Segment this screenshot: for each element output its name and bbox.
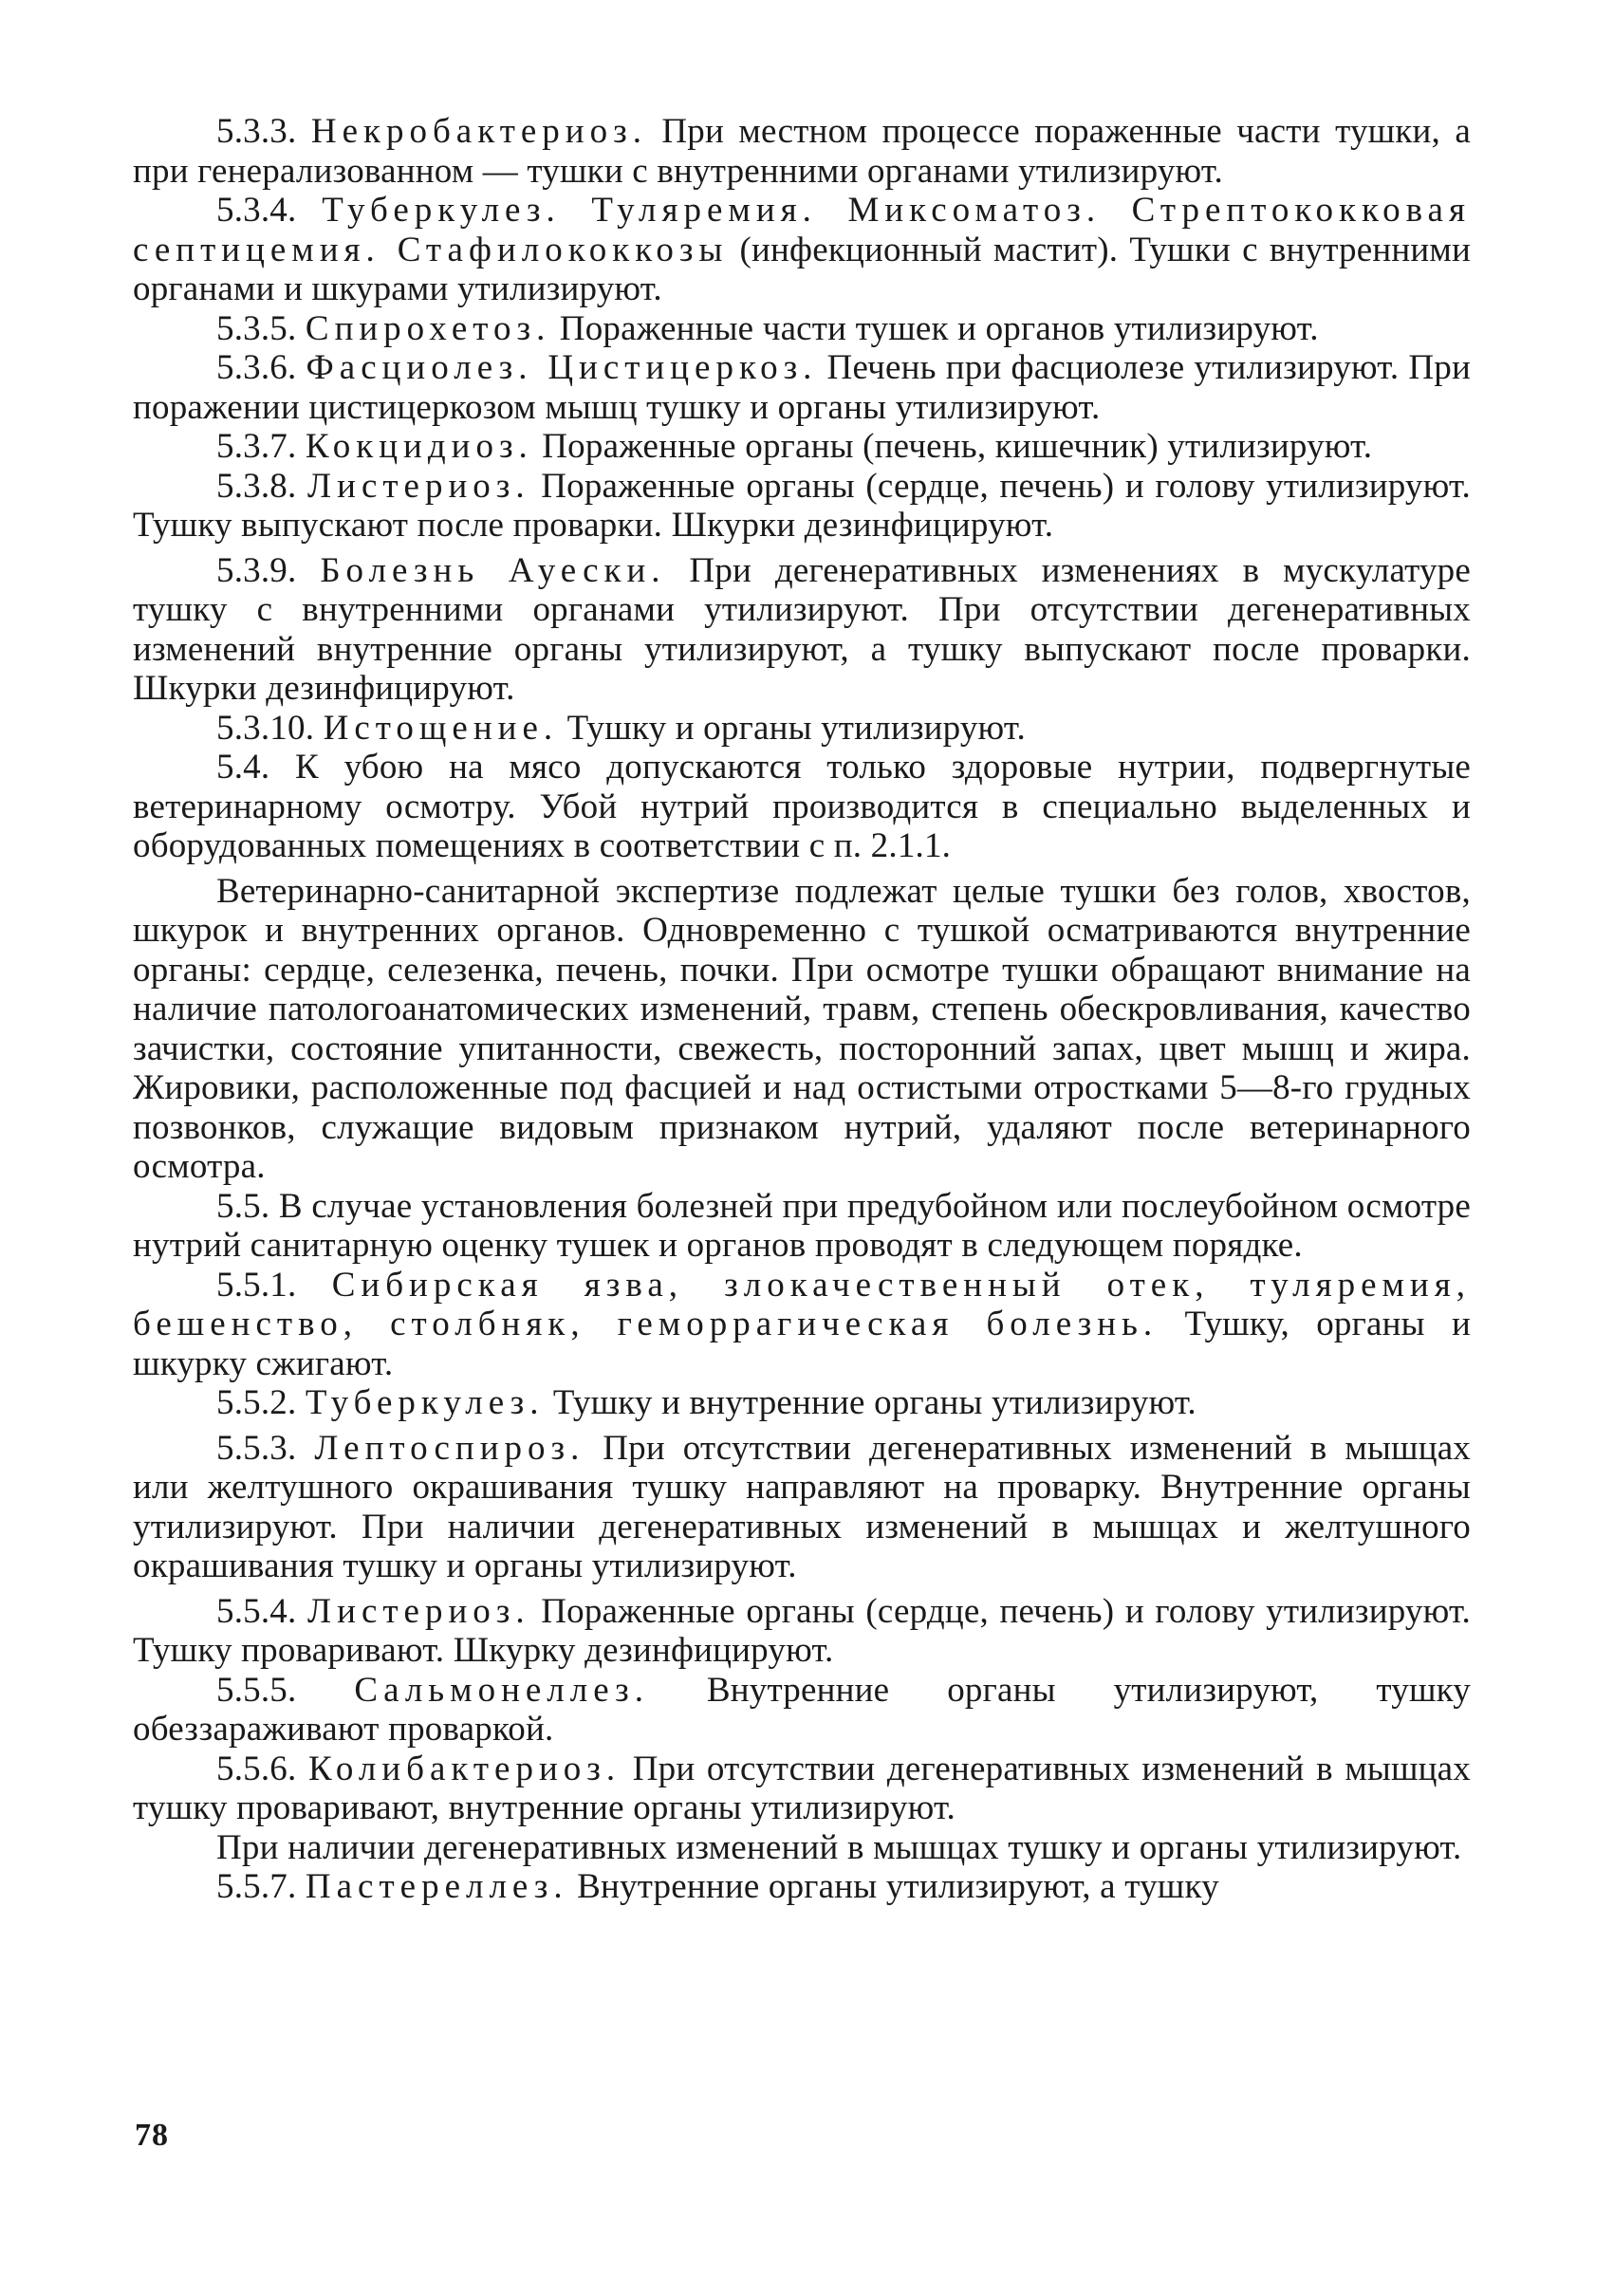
clause-text: При отсутствии дегенеративных изменений в мышцах тушку проваривают, внутренние органы утилизируют. [133,1749,1472,1827]
clause-number: 5.4. [216,748,270,787]
clause-text: Ветеринарно-санитарной экспертизе подлежат целые тушки без голов, хвостов, шкурок и внутренних органов. Одновременно с тушкой осматриваются внутренние органы: сердце, селезенка, печень, почки. При осмотре тушки обращают внимание на наличие патологоанатомических изменений, травм, степень обескровливания, качество зачистки, состояние упитанности, свежесть, посторонний запах, цвет мышц и жира. Жировики, расположенные под фасцией и над остистыми отростками 5—8-го грудных позвонков, служащие видовым признаком нутрий, удаляют после ветеринарного осмотра. [133,871,1471,1186]
clause-text: При наличии дегенеративных изменений в мышцах тушку и органы утилизируют. [216,1827,1462,1867]
disease-term: Туберкулез. Туляремия. Миксоматоз. Стрептококковая септицемия. Стафилококкозы [133,191,1471,269]
clause-number: 5.3.5. [216,308,297,348]
clause-text: Внутренние органы утилизируют, тушку обеззараживают проваркой. [133,1670,1471,1749]
disease-term: Колибактериоз. [308,1749,621,1788]
disease-term: Листериоз. [307,1591,530,1631]
paragraph-5-5 [133,1187,1471,1266]
document-page [133,112,1471,2180]
clause-text: Тушку и внутренние органы утилизируют. [552,1383,1197,1422]
disease-term: Кокцидиоз. [305,427,533,466]
clause-number: 5.3.8. [216,466,297,506]
paragraph-degenerative-changes [133,1828,1471,1868]
disease-term: Пастереллез. [305,1867,568,1906]
clause-text: При дегенеративных изменениях в мускулатуре тушку с внутренними органами утилизируют. При отсутствии дегенеративных изменений внутренние органы утилизируют, а тушку выпускают после проварки. Шкурки дезинфицируют. [133,550,1472,708]
paragraph-5-3-8 [133,467,1471,546]
paragraph-vet-sanitary-exam [133,872,1471,1187]
paragraph-5-5-7 [133,1867,1471,1907]
clause-text: Пораженные органы (сердце, печень) и голову утилизируют. Тушку проваривают. Шкурку дезинфицируют. [133,1591,1471,1670]
paragraph-5-5-6 [133,1750,1471,1828]
paragraph-5-3-3 [133,112,1471,191]
disease-term: Туберкулез. [305,1383,545,1422]
paragraph-5-5-3 [133,1429,1471,1586]
clause-number: 5.3.10. [216,708,315,748]
paragraph-5-4 [133,748,1471,866]
clause-text: Тушку и органы утилизируют. [566,708,1026,748]
clause-number: 5.3.9. [216,550,297,590]
clause-number: 5.5.1. [216,1265,297,1305]
clause-text: Печень при фасциолезе утилизируют. При поражении цистицеркозом мышц тушку и органы утилизируют. [133,348,1471,427]
paragraph-5-5-5 [133,1671,1471,1750]
clause-text: При отсутствии дегенеративных изменений в мышцах или желтушного окрашивания тушку направляют на проварку. Внутренние органы утилизируют. При наличии дегенеративных изменений в мышцах и желтушного окрашивания тушку и органы утилизируют. [133,1428,1472,1585]
disease-term: Фасциолез. Цистицеркоз. [306,348,818,387]
disease-term: Истощение. [323,708,559,748]
page-number: 78 [135,2118,169,2153]
disease-term: Некробактериоз. [310,112,647,151]
clause-text: При местном процессе пораженные части тушки, а при генерализованном — тушки с внутренними органами утилизируют. [133,112,1471,191]
clause-number: 5.3.6. [216,348,297,387]
clause-text: (инфекционный мастит). Тушки с внутренними органами и шкурами утилизируют. [133,230,1471,308]
clause-text: Пораженные части тушек и органов утилизируют. [559,308,1319,348]
paragraph-5-3-5 [133,309,1471,349]
clause-number: 5.5.5. [216,1670,297,1710]
disease-term: Листериоз. [307,466,530,506]
clause-number: 5.3.3. [216,112,297,151]
disease-term: Лептоспироз. [314,1428,585,1468]
clause-number: 5.5.7. [216,1867,297,1906]
clause-number: 5.5.2. [216,1383,297,1422]
clause-text: Пораженные органы (сердце, печень) и голову утилизируют. Тушку выпускают после проварки. Шкурки дезинфицируют. [133,466,1471,545]
clause-text: К убою на мясо допускаются только здоровые нутрии, подвергнутые ветеринарному осмотру. Убой нутрий производится в специально выделенных и оборудованных помещениях в соответствии с п. 2.1.1. [133,748,1472,865]
paragraph-5-3-10 [133,709,1471,749]
clause-text: Внутренние органы утилизируют, а тушку [577,1867,1219,1906]
clause-text: В случае установления болезней при предубойном или послеубойном осмотре нутрий санитарную оценку тушек и органов проводят в следующем порядке. [133,1186,1471,1265]
paragraph-5-3-9 [133,551,1471,709]
paragraph-5-3-7 [133,427,1471,467]
clause-number: 5.5. [216,1186,270,1226]
clause-text: Пораженные органы (печень, кишечник) утилизируют. [542,427,1373,466]
paragraph-5-5-2 [133,1383,1471,1423]
clause-number: 5.5.6. [216,1749,297,1788]
clause-number: 5.5.4. [216,1591,297,1631]
clause-number: 5.3.7. [216,427,297,466]
disease-term: Болезнь Ауески. [320,550,666,590]
clause-text: Тушку, органы и шкурку сжигают. [133,1305,1471,1383]
clause-number: 5.3.4. [216,191,297,230]
disease-term: Сибирская язва, злокачественный отек, туляремия, бешенство, столбняк, геморрагическая болезнь. [133,1265,1471,1343]
disease-term: Сальмонеллез. [354,1670,649,1710]
paragraph-5-3-6 [133,348,1471,427]
clause-number: 5.5.3. [216,1428,297,1468]
paragraph-5-3-4 [133,191,1471,309]
disease-term: Спирохетоз. [305,308,551,348]
paragraph-5-5-4 [133,1592,1471,1671]
paragraph-5-5-1 [133,1266,1471,1384]
